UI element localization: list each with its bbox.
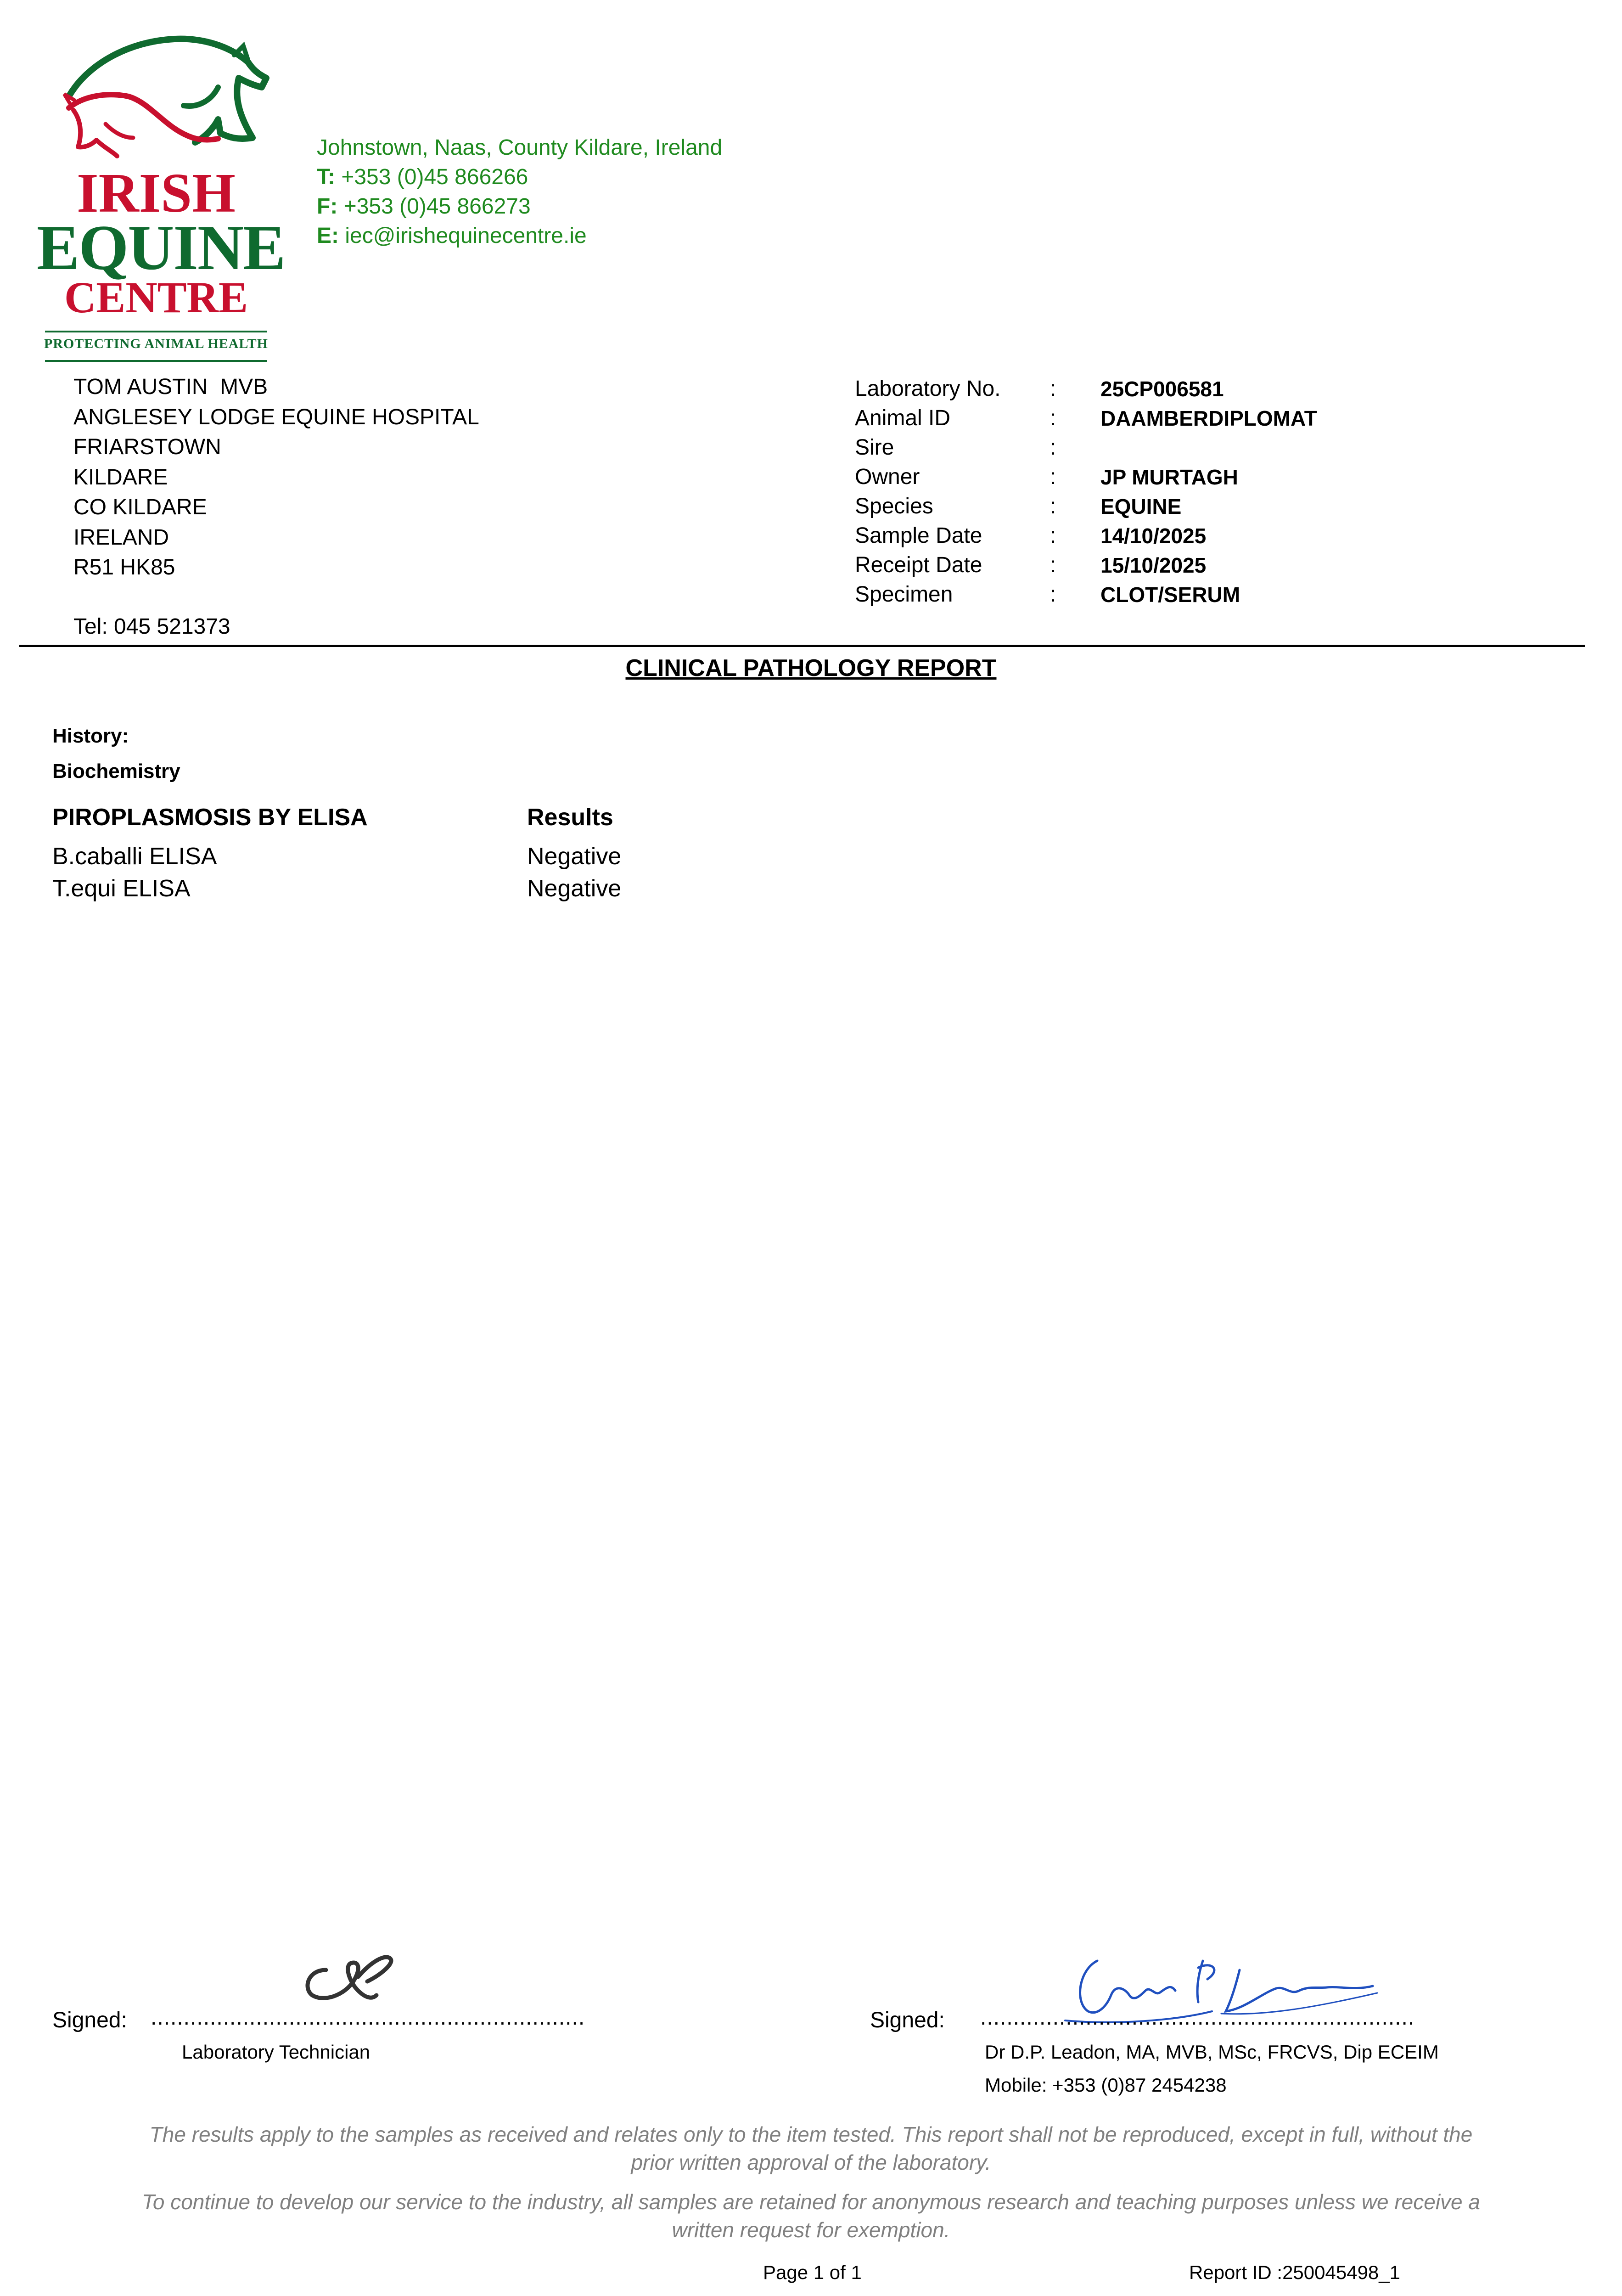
results-heading: Results: [527, 804, 613, 831]
detail-label: Sample Date: [855, 523, 982, 548]
test-name: T.equi ELISA: [52, 875, 191, 902]
detail-colon: :: [1050, 406, 1056, 430]
phone-label: T:: [317, 165, 335, 189]
disclaimer-line: written request for exemption.: [672, 2218, 950, 2242]
detail-value: 14/10/2025: [1100, 524, 1207, 548]
detail-colon: :: [1050, 435, 1056, 460]
lab-fax: [317, 192, 722, 221]
signed-label: Signed:: [52, 2008, 127, 2032]
horse-head-icon: [37, 28, 275, 174]
detail-label: Sire: [855, 435, 894, 460]
sample-details: [855, 374, 1317, 609]
detail-row-sample-date: [855, 521, 1317, 551]
detail-row-specimen: [855, 580, 1317, 609]
address-line: ANGLESEY LODGE EQUINE HOSPITAL: [73, 405, 479, 429]
address-line: CO KILDARE: [73, 495, 207, 519]
report-id: Report ID :250045498_1: [1189, 2262, 1401, 2283]
irish-equine-centre-logo: [37, 28, 285, 351]
logo-divider: [45, 331, 267, 332]
detail-label: Laboratory No.: [855, 377, 1001, 401]
history-label: History:: [52, 725, 129, 747]
address-line: IRELAND: [73, 525, 169, 550]
lab-email: [317, 221, 722, 251]
detail-row-animal-id: [855, 404, 1317, 433]
detail-colon: :: [1050, 377, 1056, 401]
lab-phone: [317, 163, 722, 192]
logo-word-equine: EQUINE: [37, 212, 285, 283]
logo-divider: [45, 360, 267, 362]
detail-colon: :: [1050, 553, 1056, 577]
address-line: R51 HK85: [73, 555, 175, 580]
test-heading: PIROPLASMOSIS BY ELISA: [52, 804, 368, 831]
lab-address: Johnstown, Naas, County Kildare, Ireland: [317, 135, 723, 160]
detail-label: Receipt Date: [855, 553, 982, 577]
recipient-tel: Tel: 045 521373: [73, 614, 230, 639]
logo-word-centre: CENTRE: [64, 273, 248, 322]
disclaimer-line: prior written approval of the laboratory.: [631, 2150, 991, 2174]
report-title: CLINICAL PATHOLOGY REPORT: [625, 655, 997, 681]
detail-row-species: [855, 492, 1317, 521]
disclaimer-line: To continue to develop our service to the industry, all samples are retained for anonymous research and teaching purposes unless we receive a: [141, 2190, 1480, 2214]
detail-label: Owner: [855, 465, 920, 489]
detail-label: Specimen: [855, 582, 953, 607]
disclaimer-research: [92, 2188, 1530, 2244]
address-line: KILDARE: [73, 465, 168, 490]
phone-value: +353 (0)45 866266: [341, 165, 528, 189]
detail-label: Species: [855, 494, 933, 518]
detail-label: Animal ID: [855, 406, 951, 430]
logo-tagline: PROTECTING ANIMAL HEALTH: [44, 336, 268, 351]
test-result: Negative: [527, 843, 622, 870]
technician-signature-icon: [298, 1949, 409, 2009]
detail-colon: :: [1050, 494, 1056, 518]
section-label: Biochemistry: [52, 760, 180, 782]
email-value[interactable]: iec@irishequinecentre.ie: [345, 224, 587, 248]
recipient-address: [73, 372, 479, 583]
email-label: E:: [317, 224, 339, 248]
detail-value: JP MURTAGH: [1100, 465, 1238, 489]
detail-colon: :: [1050, 523, 1056, 548]
header-divider: [19, 645, 1585, 647]
detail-value: 25CP006581: [1100, 377, 1224, 401]
disclaimer-reproduction: [92, 2121, 1530, 2177]
detail-row-laboratory-no: [855, 374, 1317, 404]
detail-row-sire: [855, 433, 1317, 462]
detail-value: DAAMBERDIPLOMAT: [1100, 406, 1317, 430]
address-line: FRIARSTOWN: [73, 435, 221, 459]
test-result: Negative: [527, 875, 622, 902]
detail-row-owner: [855, 462, 1317, 492]
detail-colon: :: [1050, 465, 1056, 489]
disclaimer-line: The results apply to the samples as received and relates only to the item tested. This report shall not be reproduced, except in full, without the: [149, 2122, 1473, 2146]
technician-caption: Laboratory Technician: [182, 2041, 370, 2063]
veterinarian-mobile: Mobile: +353 (0)87 2454238: [985, 2074, 1227, 2096]
signature-line: ..................................................................: [151, 2005, 585, 2030]
detail-value: EQUINE: [1100, 495, 1182, 518]
address-line: TOM AUSTIN MVB: [73, 375, 268, 399]
detail-row-receipt-date: [855, 551, 1317, 580]
page-number: Page 1 of 1: [763, 2262, 862, 2283]
signed-label: Signed:: [870, 2008, 945, 2032]
veterinarian-name: Dr D.P. Leadon, MA, MVB, MSc, FRCVS, Dip ECEIM: [985, 2041, 1439, 2063]
test-name: B.caballi ELISA: [52, 843, 217, 870]
detail-value: 15/10/2025: [1100, 553, 1207, 577]
logo-word-irish: IRISH: [77, 162, 236, 224]
detail-value: CLOT/SERUM: [1100, 583, 1240, 607]
lab-contact-block: [317, 133, 722, 251]
fax-value: +353 (0)45 866273: [343, 194, 531, 219]
signature-line: ..................................................................: [980, 2005, 1415, 2030]
detail-colon: :: [1050, 582, 1056, 607]
fax-label: F:: [317, 194, 338, 219]
